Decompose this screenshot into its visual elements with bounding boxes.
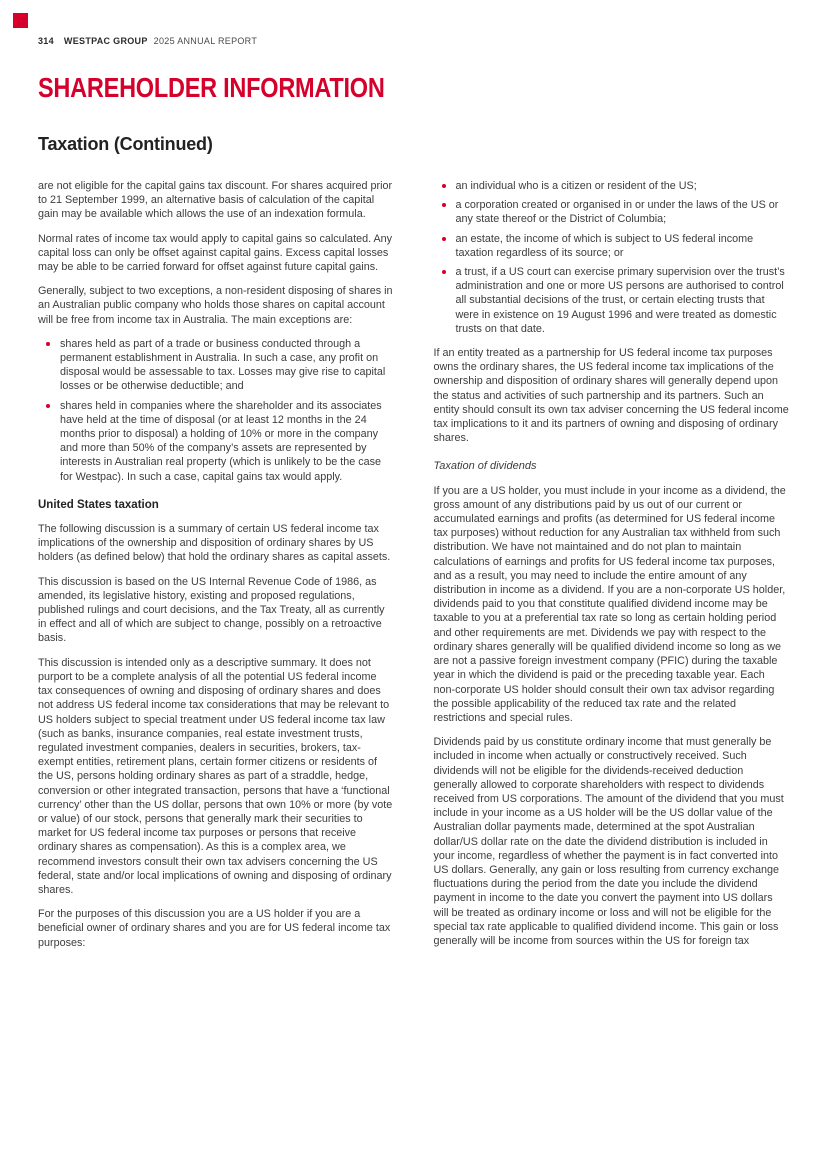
paragraph: If you are a US holder, you must include in your income as a dividend, the gross amount of any distributions paid by us out of our current or accumulated earnings and profits (as determined for US federal income tax purposes) without reduction for any Australian tax withheld from such distribution. We have not maintained and do not plan to maintain calculations of earnings and profits for US federal income tax purposes, and as a result, you may need to include the entire amount of any distribution in income as a dividend. If you are a non-corporate US holder, dividends paid to you that constitute qualified dividend income may be taxable to you at a preferential tax rate so long as certain holding period and other requirements are met. Dividends we pay with respect to the ordinary shares generally will be qualified dividend income so long as we are not a passive foreign investment company (PFIC) during the taxable year in which the dividend is paid or the preceding taxable year. Each non-corporate US holder should consult their own tax advisor regarding the possible applicability of the reduced tax rate and the related restrictions and special rules.: [433, 484, 786, 724]
bullet-icon: [442, 270, 446, 274]
paragraph: For the purposes of this discussion you are a US holder if you are a beneficial owner of ordinary shares and you are for US federal income tax purposes:: [38, 908, 391, 949]
running-header: [38, 36, 789, 46]
bullet-icon: [46, 342, 50, 346]
list-item: [434, 179, 790, 193]
subsection-title: Taxation (Continued): [38, 134, 213, 154]
taxation-of-dividends-heading: Taxation of dividends: [433, 460, 537, 473]
paragraph: Normal rates of income tax would apply to capital gains so calculated. Any capital loss can only be offset against capital gains. Excess capital losses may be able to be carried forward for offset against future capital gains.: [38, 232, 393, 274]
paragraph: If an entity treated as a partnership for US federal income tax purposes owns the ordinary shares, the US federal income tax implications of the ownership and disposition of ordinary shares will generally depend upon the status and activities of such partnership and its partners. Such an entity should consult its own tax adviser concerning the US federal income tax implications to it and its partners of owning and disposing of ordinary shares.: [433, 347, 789, 445]
section-title: SHAREHOLDER INFORMATION: [38, 72, 385, 103]
us-holder-list: [434, 179, 790, 336]
report-name: 2025 ANNUAL REPORT: [153, 36, 258, 46]
bullet-icon: [442, 184, 446, 188]
paragraph: Generally, subject to two exceptions, a non-resident disposing of shares in an Australian public company who holds those shares on capital account will be free from income tax in Australia. The main exceptions are:: [38, 285, 393, 326]
right-column: [434, 179, 790, 960]
list-item: [434, 265, 790, 336]
paragraph: are not eligible for the capital gains tax discount. For shares acquired prior to 21 September 1999, an alternative basis of calculation of the capital gain may be available which allows the use of an indexation formula.: [38, 180, 393, 221]
two-column-body: [38, 179, 789, 960]
list-item: [434, 232, 790, 260]
westpac-logo: [13, 13, 28, 28]
list-item: [38, 337, 394, 394]
page-number: 314: [38, 36, 54, 46]
bullet-icon: [46, 404, 50, 408]
list-item-text: a trust, if a US court can exercise primary supervision over the trust’s administration and one or more US persons are authorised to control all substantial decisions of the trust, or certain electing trusts that were in existence on 19 August 1996 and were treated as domestic trusts on that date.: [455, 266, 785, 335]
list-item-text: shares held in companies where the shareholder and its associates have held at the time of disposal (or at least 12 months in the 24 months prior to disposal) a holding of 10% or more in the company and more than 50% of the company’s assets are represented by interests in Australian real property (which is unlikely to be the case for Westpac). In such a case, capital gains tax would apply.: [60, 399, 382, 483]
us-taxation-heading: United States taxation: [38, 498, 159, 511]
exceptions-list: [38, 337, 394, 484]
paragraph: This discussion is based on the US Internal Revenue Code of 1986, as amended, its legislative history, existing and proposed regulations, published rulings and court decisions, and the Tax Treaty, all as currently in effect and all of which are subject to change, possibly on a retroactive basis.: [38, 575, 385, 645]
list-item: [38, 399, 394, 484]
list-item-text: an estate, the income of which is subject to US federal income taxation regardless of its source; or: [455, 232, 754, 259]
list-item-text: a corporation created or organised in or under the laws of the US or any state thereof or the District of Columbia;: [455, 199, 779, 226]
paragraph: Dividends paid by us constitute ordinary income that must generally be included in income when actually or constructively received. Such dividends will not be eligible for the dividends-received deduction generally allowed to corporate shareholders with respect to dividends received from US corporations. The amount of the dividend that you must include in your income as a US holder will be the US dollar value of the Australian dollar payments made, determined at the spot Australian dollar/US dollar rate on the date the dividend distribution is included in your income, regardless of whether the payment is in fact converted into US dollars. Generally, any gain or loss resulting from currency exchange fluctuations during the period from the date you include the dividend payment in income to the date you convert the payment into US dollars will be treated as ordinary income or loss and will not be eligible for the special tax rate applicable to qualified dividend income. This gain or loss generally will be income from sources within the US for foreign tax: [433, 736, 784, 947]
bullet-icon: [442, 237, 446, 241]
list-item: [434, 198, 790, 226]
brand-name: WESTPAC GROUP: [63, 36, 148, 46]
left-column: [38, 179, 394, 960]
paragraph: The following discussion is a summary of certain US federal income tax implications of the ownership and disposition of ordinary shares by US holders (as defined below) that hold the ordinary shares as capital assets.: [38, 523, 391, 564]
list-item-text: an individual who is a citizen or resident of the US;: [455, 180, 697, 192]
paragraph: This discussion is intended only as a descriptive summary. It does not purport to be a complete analysis of all the potential US federal income tax consequences of owning and disposing of ordinary shares and does not address US federal income tax considerations that may be relevant to US holders subject to special treatment under US federal income tax law (such as banks, insurance companies, real estate investment trusts, regulated investment companies, dealers in securities, brokers, tax-exempt entities, retirement plans, certain former citizens or residents of the US, persons holding ordinary shares as part of a straddle, hedge, conversion or other integrated transaction, persons that have a ‘functional currency’ other than the US dollar, persons that own 10% or more (by vote or value) of our stock, persons that generally mark their securities to market for US federal income tax purposes or persons that receive ordinary shares as compensation). As this is a complex area, we recommend investors consult their own tax advisers concerning the US federal, state and/or local implications of owning and disposing of ordinary shares.: [38, 656, 393, 896]
bullet-icon: [442, 203, 446, 207]
list-item-text: shares held as part of a trade or business conducted through a permanent establishment in Australia. In such a case, any profit on disposal would be assessable to tax. Losses may give rise to capital losses or be otherwise deductible; and: [60, 337, 386, 393]
